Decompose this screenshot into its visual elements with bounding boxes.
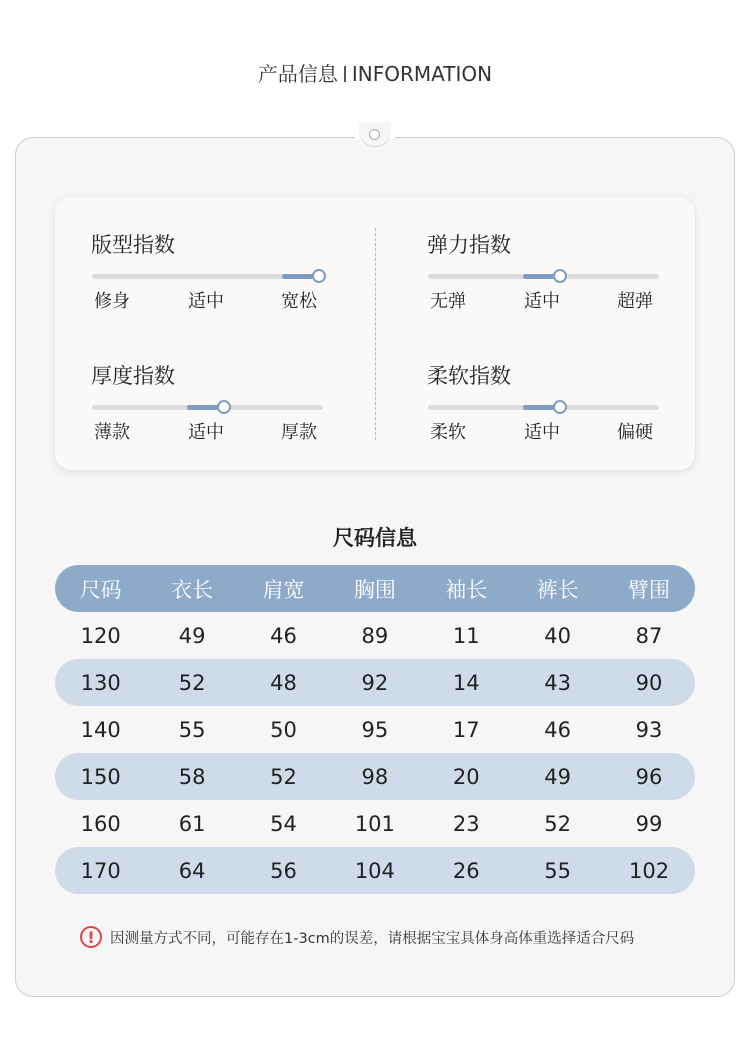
table-cell: 20 bbox=[452, 764, 480, 789]
index-elasticity bbox=[427, 229, 659, 312]
table-header-cell: 尺码 bbox=[79, 577, 122, 602]
index-slider bbox=[428, 274, 659, 279]
table-cell: 49 bbox=[178, 623, 206, 648]
header-title-cn: 产品信息 bbox=[257, 62, 338, 86]
index-label-mid: 适中 bbox=[524, 422, 560, 443]
index-label-high: 宽松 bbox=[281, 291, 317, 312]
table-cell: 26 bbox=[452, 858, 480, 883]
index-thickness bbox=[91, 360, 323, 443]
index-title: 柔软指数 bbox=[427, 364, 511, 388]
index-label-low: 薄款 bbox=[94, 422, 130, 443]
index-softness bbox=[427, 360, 659, 443]
table-cell: 104 bbox=[354, 858, 395, 883]
table-cell: 96 bbox=[635, 764, 663, 789]
measurement-note bbox=[80, 926, 634, 948]
table-cell: 170 bbox=[80, 858, 121, 883]
index-label-high: 厚款 bbox=[281, 422, 317, 443]
index-title: 版型指数 bbox=[91, 233, 175, 257]
table-cell: 64 bbox=[178, 858, 206, 883]
table-header-row bbox=[55, 565, 695, 612]
table-cell: 160 bbox=[80, 811, 121, 836]
table-cell: 55 bbox=[544, 858, 572, 883]
table-header-cell: 袖长 bbox=[445, 577, 488, 602]
table-cell: 87 bbox=[635, 623, 663, 648]
index-title: 厚度指数 bbox=[91, 364, 175, 388]
table-cell: 52 bbox=[178, 670, 206, 695]
table-cell: 89 bbox=[361, 623, 389, 648]
index-slider bbox=[92, 405, 323, 410]
table-cell: 90 bbox=[635, 670, 663, 695]
table-cell: 150 bbox=[80, 764, 121, 789]
table-row bbox=[55, 659, 695, 706]
index-label-high: 偏硬 bbox=[617, 422, 653, 443]
table-cell: 43 bbox=[544, 670, 572, 695]
index-slider bbox=[92, 274, 323, 279]
index-label-mid: 适中 bbox=[524, 291, 560, 312]
header-title-en: INFORMATION bbox=[351, 62, 493, 86]
exclamation-icon: ! bbox=[80, 926, 102, 948]
table-row bbox=[55, 753, 695, 800]
table-cell: 101 bbox=[354, 811, 395, 836]
header-separator bbox=[344, 66, 346, 82]
table-cell: 40 bbox=[544, 623, 572, 648]
index-divider bbox=[375, 228, 376, 440]
table-cell: 140 bbox=[80, 717, 121, 742]
size-table-title: 尺码信息 bbox=[333, 526, 417, 550]
table-cell: 130 bbox=[80, 670, 121, 695]
table-header-cell: 肩宽 bbox=[262, 577, 305, 602]
table-header-cell: 臂围 bbox=[628, 577, 671, 602]
index-fit bbox=[91, 229, 323, 312]
table-row bbox=[55, 847, 695, 894]
size-table bbox=[55, 565, 695, 894]
table-cell: 48 bbox=[270, 670, 297, 695]
index-label-mid: 适中 bbox=[188, 422, 224, 443]
pin-icon bbox=[369, 129, 380, 140]
table-cell: 99 bbox=[635, 811, 663, 836]
page-header bbox=[0, 58, 750, 87]
table-header-cell: 裤长 bbox=[536, 577, 579, 602]
table-cell: 49 bbox=[544, 764, 572, 789]
table-cell: 52 bbox=[270, 764, 297, 789]
table-cell: 14 bbox=[452, 670, 480, 695]
slider-knob bbox=[553, 269, 567, 283]
table-cell: 52 bbox=[544, 811, 572, 836]
table-cell: 11 bbox=[452, 623, 480, 648]
table-cell: 56 bbox=[270, 858, 297, 883]
table-cell: 46 bbox=[270, 623, 297, 648]
table-row bbox=[55, 800, 695, 847]
index-label-low: 柔软 bbox=[430, 422, 466, 443]
table-row bbox=[55, 706, 695, 753]
slider-knob bbox=[217, 400, 231, 414]
index-label-high: 超弹 bbox=[617, 291, 653, 312]
table-cell: 61 bbox=[178, 811, 206, 836]
index-label-low: 无弹 bbox=[430, 291, 466, 312]
table-cell: 98 bbox=[361, 764, 389, 789]
note-text: 因测量方式不同，可能存在1-3cm的误差，请根据宝宝具体身高体重选择适合尺码 bbox=[110, 930, 635, 947]
table-cell: 50 bbox=[270, 717, 297, 742]
index-slider bbox=[428, 405, 659, 410]
table-cell: 120 bbox=[80, 623, 121, 648]
table-cell: 23 bbox=[452, 811, 480, 836]
table-cell: 58 bbox=[178, 764, 206, 789]
table-header-cell: 衣长 bbox=[171, 577, 214, 602]
table-cell: 55 bbox=[178, 717, 206, 742]
table-cell: 93 bbox=[635, 717, 663, 742]
table-cell: 92 bbox=[361, 670, 389, 695]
slider-knob bbox=[312, 269, 326, 283]
index-label-low: 修身 bbox=[94, 291, 130, 312]
index-label-mid: 适中 bbox=[188, 291, 224, 312]
table-cell: 17 bbox=[452, 717, 480, 742]
table-cell: 46 bbox=[544, 717, 572, 742]
table-cell: 54 bbox=[270, 811, 297, 836]
table-header-cell: 胸围 bbox=[353, 577, 396, 602]
index-title: 弹力指数 bbox=[427, 233, 511, 257]
table-cell: 95 bbox=[361, 717, 389, 742]
table-cell: 102 bbox=[628, 858, 670, 883]
slider-knob bbox=[553, 400, 567, 414]
table-row bbox=[55, 612, 695, 659]
